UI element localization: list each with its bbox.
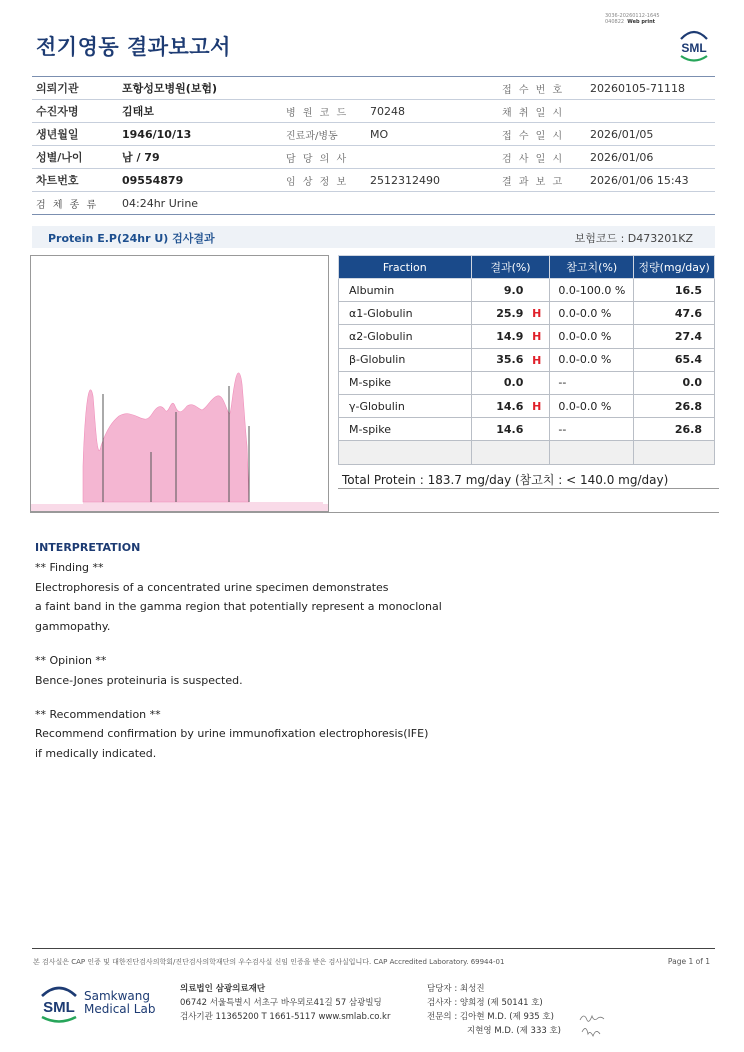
info-value bbox=[370, 146, 498, 169]
fraction-name: α1-Globulin bbox=[339, 302, 472, 325]
amount-value: 27.4 bbox=[634, 325, 715, 348]
table-row bbox=[339, 371, 715, 394]
result-value: 14.6 bbox=[496, 399, 524, 413]
info-row bbox=[32, 146, 715, 169]
info-label: 수진자명 bbox=[32, 100, 122, 123]
divider bbox=[30, 512, 719, 513]
result-value: 14.6 bbox=[496, 422, 524, 436]
info-label: 접 수 번 호 bbox=[498, 77, 590, 100]
info-row bbox=[32, 192, 715, 215]
info-value: 1946/10/13 bbox=[122, 123, 282, 146]
info-label: 채 취 일 시 bbox=[498, 100, 590, 123]
column-header: 정량(mg/day) bbox=[634, 256, 715, 279]
amount-value: 47.6 bbox=[634, 302, 715, 325]
fraction-name: M-spike bbox=[339, 418, 472, 441]
recommendation-line: Recommend confirmation by urine immunofixation electrophoresis(IFE) bbox=[35, 727, 429, 741]
info-value: 2512312490 bbox=[370, 169, 498, 192]
electrophoresis-chart bbox=[30, 255, 329, 512]
amount-value: 0.0 bbox=[634, 371, 715, 394]
result-cell bbox=[471, 371, 550, 394]
samkwang-logo-text: Samkwang Medical Lab bbox=[84, 989, 156, 1016]
info-label: 차트번호 bbox=[32, 169, 122, 192]
info-value: 2026/01/05 bbox=[590, 123, 715, 146]
interpretation bbox=[35, 538, 442, 764]
result-value: 14.9 bbox=[496, 329, 524, 343]
table-row bbox=[339, 302, 715, 325]
high-flag: H bbox=[532, 330, 542, 344]
info-row bbox=[32, 100, 715, 123]
signature-icon bbox=[578, 1010, 608, 1040]
reference-range: -- bbox=[550, 371, 634, 394]
table-row bbox=[339, 394, 715, 417]
info-label: 생년월일 bbox=[32, 123, 122, 146]
amount-value: 26.8 bbox=[634, 394, 715, 417]
info-label: 병 원 코 드 bbox=[282, 100, 370, 123]
table-row bbox=[339, 418, 715, 441]
info-label: 진료과/병동 bbox=[282, 123, 370, 146]
total-protein: Total Protein : 183.7 mg/day (참고치 : < 140.0 mg/day) bbox=[342, 473, 669, 487]
reference-range: 0.0-0.0 % bbox=[550, 394, 634, 417]
info-value: 20260105-71118 bbox=[590, 77, 715, 100]
finding-label: ** Finding ** bbox=[35, 560, 104, 574]
column-header: 참고치(%) bbox=[550, 256, 634, 279]
protein-curve bbox=[83, 373, 249, 502]
reference-range: 0.0-0.0 % bbox=[550, 348, 634, 371]
section-title: Protein E.P(24hr U) 검사결과 bbox=[48, 232, 215, 245]
svg-text:SML: SML bbox=[681, 41, 707, 55]
info-value: 04:24hr Urine bbox=[122, 192, 282, 215]
results-header-row bbox=[339, 256, 715, 279]
result-cell bbox=[471, 418, 550, 441]
result-value: 25.9 bbox=[496, 306, 524, 320]
amount-value: 26.8 bbox=[634, 418, 715, 441]
sml-logo-icon bbox=[676, 27, 712, 63]
column-header: Fraction bbox=[339, 256, 472, 279]
foundation-info: 의료법인 삼광의료재단 06742 서울특별시 서초구 바우뫼로41길 57 삼광빌딩 검사기관 11365200 T 1661-5117 www.smlab.co.kr bbox=[180, 984, 391, 1022]
divider bbox=[338, 488, 719, 489]
info-value bbox=[590, 100, 715, 123]
info-row bbox=[32, 169, 715, 192]
accreditation-note: 본 검사실은 CAP 인증 및 대한진단검사의학회/진단검사의학재단의 우수검사실 신임 인증을 받은 검사실입니다. CAP Accredited Laboratory. 69944-01 bbox=[33, 958, 505, 966]
finding-line: Electrophoresis of a concentrated urine specimen demonstrates bbox=[35, 580, 389, 594]
reference-range: 0.0-100.0 % bbox=[550, 279, 634, 302]
section-header bbox=[32, 226, 715, 248]
info-label: 검 사 일 시 bbox=[498, 146, 590, 169]
info-label: 담 당 의 사 bbox=[282, 146, 370, 169]
table-row bbox=[339, 279, 715, 302]
info-value: 남 / 79 bbox=[122, 146, 282, 169]
result-value: 35.6 bbox=[496, 353, 524, 367]
reference-range: 0.0-0.0 % bbox=[550, 302, 634, 325]
baseline-band bbox=[31, 502, 328, 511]
patient-info-table bbox=[32, 76, 715, 215]
info-label: 검 체 종 류 bbox=[32, 192, 122, 215]
densitometry-curve bbox=[31, 256, 328, 511]
info-value: MO bbox=[370, 123, 498, 146]
info-value: 포항성모병원(보험) bbox=[122, 77, 282, 100]
column-header: 결과(%) bbox=[471, 256, 550, 279]
info-value: 김태보 bbox=[122, 100, 282, 123]
document-code: 3036-20260112-1645 040822 Web print bbox=[605, 13, 660, 25]
result-cell bbox=[471, 302, 550, 325]
high-flag: H bbox=[532, 307, 542, 321]
result-cell bbox=[471, 348, 550, 371]
result-value: 0.0 bbox=[503, 376, 524, 390]
fraction-name: α2-Globulin bbox=[339, 325, 472, 348]
info-value: 09554879 bbox=[122, 169, 282, 192]
page-number: Page 1 of 1 bbox=[667, 957, 710, 966]
result-cell bbox=[471, 279, 550, 302]
svg-text:SML: SML bbox=[43, 999, 75, 1016]
result-cell bbox=[471, 394, 550, 417]
info-label: 의뢰기관 bbox=[32, 77, 122, 100]
reference-range: -- bbox=[550, 418, 634, 441]
staff-info: 담당자 : 최성진 검사자 : 양희정 (제 50141 호) 전문의 : 김아현 M.D. (제 935 호) 지현영 M.D. (제 333 호) bbox=[427, 984, 562, 1036]
recommendation-label: ** Recommendation ** bbox=[35, 707, 161, 721]
amount-value: 65.4 bbox=[634, 348, 715, 371]
info-value: 2026/01/06 bbox=[590, 146, 715, 169]
result-value: 9.0 bbox=[503, 283, 524, 297]
high-flag: H bbox=[532, 353, 542, 367]
fraction-name: Albumin bbox=[339, 279, 472, 302]
finding-line: a faint band in the gamma region that potentially represent a monoclonal bbox=[35, 600, 442, 614]
opinion-label: ** Opinion ** bbox=[35, 653, 107, 667]
recommendation-line: if medically indicated. bbox=[35, 747, 157, 761]
amount-value: 16.5 bbox=[634, 279, 715, 302]
result-cell bbox=[471, 325, 550, 348]
samkwang-logo-icon bbox=[36, 982, 82, 1024]
high-flag: H bbox=[532, 399, 542, 413]
fraction-name: β-Globulin bbox=[339, 348, 472, 371]
info-label: 접 수 일 시 bbox=[498, 123, 590, 146]
opinion-line: Bence-Jones proteinuria is suspected. bbox=[35, 673, 243, 687]
page-title: 전기영동 결과보고서 bbox=[36, 35, 231, 59]
table-row bbox=[339, 348, 715, 371]
finding-line: gammopathy. bbox=[35, 620, 111, 634]
fraction-name: M-spike bbox=[339, 371, 472, 394]
insurance-code: 보험코드 : D473201KZ bbox=[574, 232, 693, 245]
info-row bbox=[32, 77, 715, 100]
info-row bbox=[32, 123, 715, 146]
reference-range: 0.0-0.0 % bbox=[550, 325, 634, 348]
table-row-empty bbox=[339, 441, 715, 464]
fraction-name: γ-Globulin bbox=[339, 394, 472, 417]
info-value: 70248 bbox=[370, 100, 498, 123]
info-label: 임 상 정 보 bbox=[282, 169, 370, 192]
table-row bbox=[339, 325, 715, 348]
info-label: 성별/나이 bbox=[32, 146, 122, 169]
footer-divider bbox=[32, 948, 715, 949]
info-value: 2026/01/06 15:43 bbox=[590, 169, 715, 192]
results-table bbox=[338, 255, 715, 465]
interpretation-heading: INTERPRETATION bbox=[35, 541, 141, 554]
info-label: 결 과 보 고 bbox=[498, 169, 590, 192]
